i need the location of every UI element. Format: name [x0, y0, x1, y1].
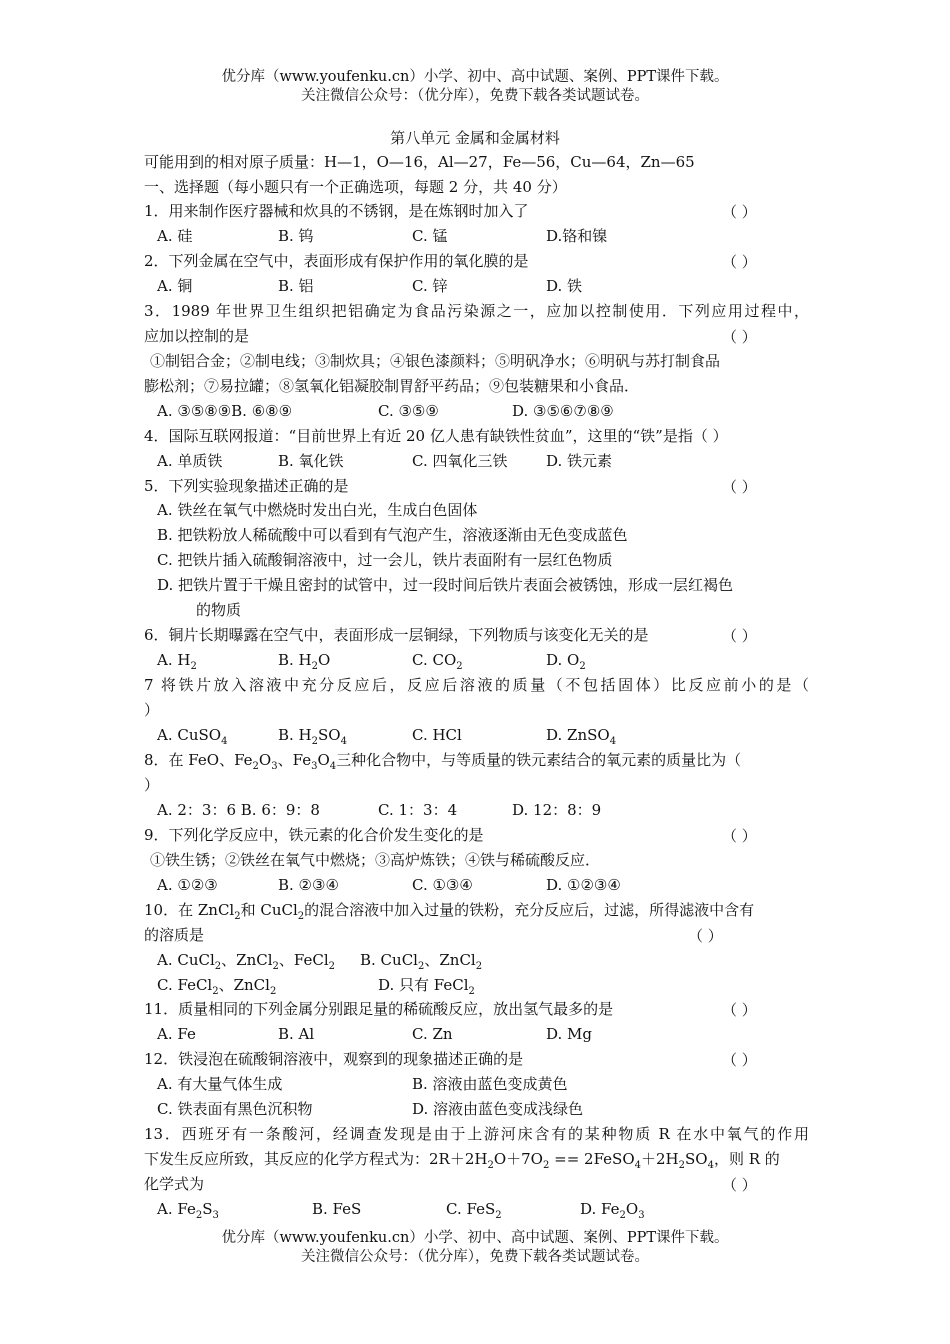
answer-blank-10: （ ）	[688, 927, 723, 945]
option-a: A. CuCl$_2$、ZnCl$_2$、FeCl$_2$	[157, 951, 336, 972]
option-c: C. 锰	[412, 227, 448, 245]
option-a: A. $Fe_2S_3$	[157, 1200, 219, 1221]
answer-blank-1: （ ）	[722, 203, 757, 221]
question-7-stem-2: ）	[144, 701, 160, 719]
option-b: B. CuCl$_2$、ZnCl$_2$	[360, 951, 483, 972]
option-b: B. $H_2O$	[278, 651, 331, 672]
option-d: D. 铁	[546, 277, 583, 295]
option-c: C. FeCl$_2$、ZnCl$_2$	[157, 976, 277, 997]
question-4-stem: 4．国际互联网报道：“目前世界上有近 20 亿人患有缺铁性贫血”，这里的“铁”是指（ ）	[144, 427, 728, 445]
option-d: D. Mg	[546, 1025, 592, 1043]
option-d: D. $O_2$	[546, 651, 586, 672]
question-5-stem: 5．下列实验现象描述正确的是	[144, 477, 349, 495]
option-b: B. 钨	[278, 227, 314, 245]
option-d: D. 溶液由蓝色变成浅绿色	[412, 1100, 584, 1118]
option-a: A. 有大量气体生成	[157, 1075, 283, 1093]
option-a: A. Fe	[157, 1025, 196, 1043]
question-13-stem-2: 下发生反应所致，其反应的化学方程式为：$2R+2H_2O+7O_2$ == $2FeSO_4+2H_2SO_4$，则 R 的	[144, 1150, 780, 1171]
question-5-option-a: A. 铁丝在氧气中燃烧时发出白光，生成白色固体	[157, 501, 478, 519]
option-c: C. ③⑤⑨	[378, 402, 439, 420]
question-5-option-b: B. 把铁粉放人稀硫酸中可以看到有气泡产生，溶液逐渐由无色变成蓝色	[157, 526, 628, 544]
footer-line-1: 优分库（www.youfenku.cn）小学、初中、高中试题、案例、PPT课件下载。	[221, 1230, 729, 1246]
atomic-masses: 可能用到的相对原子质量：H—1，O—16，Al—27，Fe—56，Cu—64，Zn—65	[144, 153, 695, 171]
question-11-stem: 11．质量相同的下列金属分别跟足量的稀硫酸反应，放出氢气最多的是	[144, 1000, 614, 1018]
option-a: A. 铜	[157, 277, 193, 295]
answer-blank-6: （ ）	[722, 627, 757, 645]
option-c: C. 四氧化三铁	[412, 452, 508, 470]
option-c: C. $CO_2$	[412, 651, 463, 672]
question-12-stem: 12．铁浸泡在硫酸铜溶液中，观察到的现象描述正确的是	[144, 1050, 524, 1068]
question-8-stem-2: ）	[144, 776, 160, 794]
question-5-option-d-2: 的物质	[196, 601, 242, 619]
answer-blank-9: （ ）	[722, 827, 757, 845]
answer-blank-12: （ ）	[722, 1051, 757, 1069]
question-5-option-d-1: D. 把铁片置于干燥且密封的试管中，过一段时间后铁片表面会被锈蚀，形成一层红褐色	[157, 576, 734, 594]
option-a: A. $H_2$	[157, 651, 197, 672]
header-line-2: 关注微信公众号：（优分库），免费下载各类试题试卷。	[301, 88, 649, 104]
option-b: B. ②③④	[278, 876, 339, 894]
header-line-1: 优分库（www.youfenku.cn）小学、初中、高中试题、案例、PPT课件下载。	[221, 69, 729, 85]
answer-blank-5: （ ）	[722, 478, 757, 496]
option-d: D. 12：8：9	[512, 801, 602, 819]
option-ab: A. 2：3：6 B. 6：9：8	[157, 801, 320, 819]
option-b: B. $H_2SO_4$	[278, 726, 347, 747]
option-b: B. FeS	[312, 1200, 362, 1218]
option-d: D. ①②③④	[546, 876, 621, 894]
section-heading: 一、选择题（每小题只有一个正确选项，每题 2 分，共 40 分）	[144, 178, 567, 196]
question-9-items: ①铁生锈；②铁丝在氧气中燃烧；③高炉炼铁；④铁与稀硫酸反应．	[150, 851, 601, 869]
option-d: D. ③⑤⑥⑦⑧⑨	[512, 402, 614, 420]
option-b: B. 溶液由蓝色变成黄色	[412, 1075, 568, 1093]
option-c: C. FeS$_2$	[446, 1200, 502, 1221]
question-8-stem-1: 8．在 FeO、$Fe_2O_3$、$Fe_3O_4$三种化合物中，与等质量的铁元素结合的氧元素的质量比为（	[144, 751, 742, 772]
option-c: C. 铁表面有黑色沉积物	[157, 1100, 313, 1118]
question-5-option-c: C. 把铁片插入硫酸铜溶液中，过一会儿，铁片表面附有一层红色物质	[157, 551, 613, 569]
option-c: C. ①③④	[412, 876, 473, 894]
option-a: A. CuSO$_4$	[157, 726, 228, 747]
option-c: C. 锌	[412, 277, 448, 295]
question-3-items-1: ①制铝合金；②制电线；③制炊具；④银色漆颜料；⑤明矾净水；⑥明矾与苏打制食品	[150, 352, 721, 370]
option-c: C. HCl	[412, 726, 462, 744]
answer-blank-13: （ ）	[722, 1176, 757, 1194]
answer-blank-11: （ ）	[722, 1001, 757, 1019]
question-2-stem: 2．下列金属在空气中，表面形成有保护作用的氧化膜的是	[144, 252, 529, 270]
option-a: A. ①②③	[157, 876, 218, 894]
option-c: C. 1：3：4	[378, 801, 458, 819]
option-d: D. $Fe_2O_3$	[580, 1200, 645, 1221]
option-d: D. 铁元素	[546, 452, 613, 470]
question-3-items-2: 膨松剂；⑦易拉罐；⑧氢氧化铝凝胶制胃舒平药品；⑨包装糖果和小食品．	[144, 377, 640, 395]
option-a: A. 硅	[157, 227, 193, 245]
option-a: A. 单质铁	[157, 452, 223, 470]
question-9-stem: 9．下列化学反应中，铁元素的化合价发生变化的是	[144, 826, 484, 844]
option-ab: A. ③⑤⑧⑨B. ⑥⑧⑨	[157, 402, 293, 420]
option-d: D. ZnSO$_4$	[546, 726, 617, 747]
question-13-stem-1: 13．西班牙有一条酸河，经调查发现是由于上游河床含有的某种物质 R 在水中氧气的作用	[144, 1125, 809, 1143]
question-13-stem-3: 化学式为	[144, 1175, 205, 1193]
question-10-stem-1: 10．在 ZnCl$_2$和 CuCl$_2$的混合溶液中加入过量的铁粉，充分反应后，过滤，所得滤液中含有	[144, 901, 755, 922]
answer-blank-3: （ ）	[722, 328, 757, 346]
question-6-stem: 6．铜片长期曝露在空气中，表面形成一层铜绿，下列物质与该变化无关的是	[144, 626, 649, 644]
footer-line-2: 关注微信公众号：（优分库），免费下载各类试题试卷。	[301, 1249, 649, 1265]
page-title: 第八单元 金属和金属材料	[390, 129, 560, 147]
option-c: C. Zn	[412, 1025, 453, 1043]
question-3-stem-2: 应加以控制的是	[144, 327, 250, 345]
answer-blank-2: （ ）	[722, 253, 757, 271]
question-7-stem-1: 7 将铁片放入溶液中充分反应后，反应后溶液的质量（不包括固体）比反应前小的是（	[144, 676, 809, 694]
option-d: D.铬和镍	[546, 227, 608, 245]
option-b: B. 氧化铁	[278, 452, 344, 470]
option-b: B. 铝	[278, 277, 314, 295]
question-3-stem-1: 3．1989 年世界卫生组织把铝确定为食品污染源之一，应加以控制使用．下列应用过程中，	[144, 302, 809, 320]
question-1-stem: 1．用来制作医疗器械和炊具的不锈钢，是在炼钢时加入了	[144, 202, 529, 220]
option-d: D. 只有 FeCl$_2$	[378, 976, 475, 997]
question-10-stem-2: 的溶质是	[144, 926, 205, 944]
option-b: B. Al	[278, 1025, 315, 1043]
